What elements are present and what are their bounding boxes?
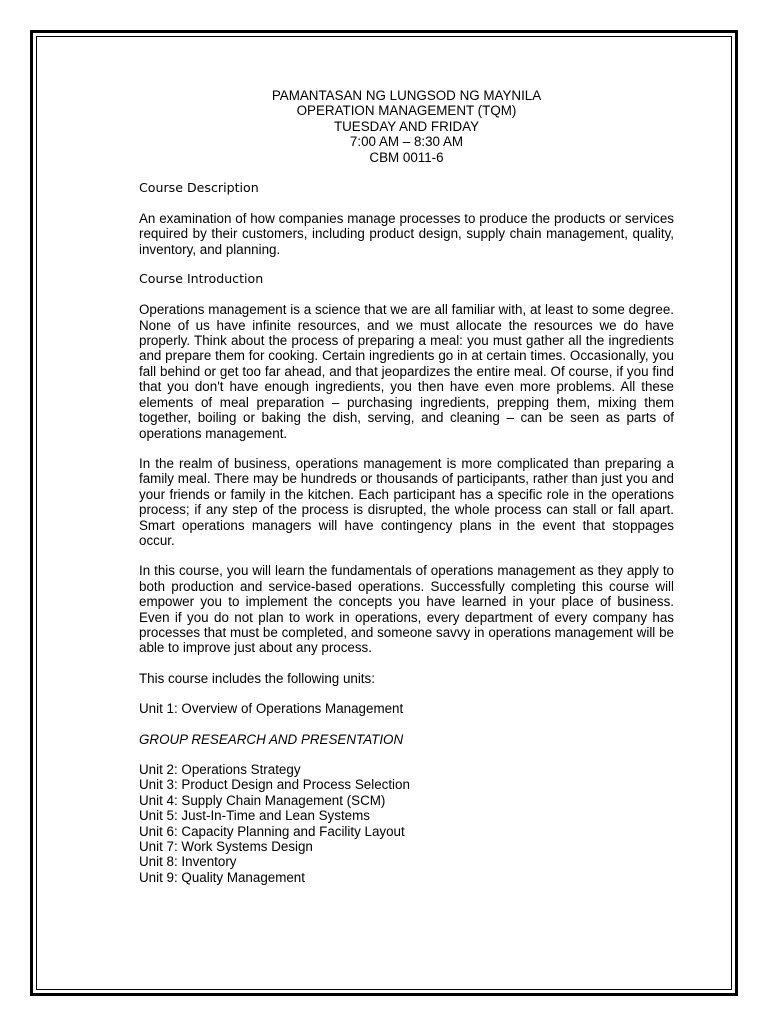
list-item: Unit 6: Capacity Planning and Facility Layout bbox=[139, 823, 405, 839]
schedule-time: 7:00 AM – 8:30 AM bbox=[349, 134, 464, 150]
course-code: CBM 0011-6 bbox=[369, 149, 444, 165]
course-description-heading: Course Description bbox=[139, 180, 259, 196]
list-item: Unit 3: Product Design and Process Selection bbox=[139, 777, 410, 793]
list-item: Unit 8: Inventory bbox=[139, 854, 237, 870]
list-item: Unit 4: Supply Chain Management (SCM) bbox=[139, 792, 386, 808]
intro-paragraph-2: In the realm of business, operations management is more complicated than preparing a family meal. There may be hundreds or thousands of participants, rather than just you and your friends or family in the kitchen. Each participant has a specific role in the operations process; if any step of the process is disrupted, the whole process can stall or fall apart. Smart operations managers will have contingency plans in the event that stoppages occur. bbox=[139, 455, 674, 548]
university-name: PAMANTASAN NG LUNGSOD NG MAYNILA bbox=[271, 88, 542, 103]
list-item: Unit 2: Operations Strategy bbox=[139, 762, 301, 777]
group-research-label: GROUP RESEARCH AND PRESENTATION bbox=[139, 731, 404, 747]
course-title: OPERATION MANAGEMENT (TQM) bbox=[296, 103, 517, 119]
document-content bbox=[139, 88, 674, 885]
document-header bbox=[139, 88, 674, 165]
unit-1: Unit 1: Overview of Operations Management bbox=[139, 701, 404, 717]
units-intro: This course includes the following units: bbox=[139, 670, 375, 686]
list-item: Unit 7: Work Systems Design bbox=[139, 839, 313, 855]
course-introduction-heading: Course Introduction bbox=[139, 271, 264, 287]
schedule-days: TUESDAY AND FRIDAY bbox=[333, 118, 480, 134]
list-item: Unit 5: Just-In-Time and Lean Systems bbox=[139, 808, 370, 824]
course-description-text: An examination of how companies manage processes to produce the products or services required by their customers, including product design, supply chain management, quality, inventory, and planning. bbox=[139, 211, 674, 257]
list-item: Unit 9: Quality Management bbox=[139, 869, 305, 885]
unit-list bbox=[139, 762, 674, 885]
intro-paragraph-1: Operations management is a science that we are all familiar with, at least to some degree. None of us have infinite resources, and we must allocate the resources we do have properly. Think about the process of preparing a meal: you must gather all the ingredients and prepare them for cooking. Certain ingredients go in at certain times. Occasionally, you fall behind or get too far ahead, and that jeopardizes the entire meal. Of course, if you find that you don't have enough ingredients, you then have even more problems. All these elements of meal preparation – purchasing ingredients, prepping them, mixing them together, boiling or baking the dish, serving, and cleaning – can be seen as parts of operations management. bbox=[139, 302, 674, 441]
intro-paragraph-3: In this course, you will learn the fundamentals of operations management as they apply to both production and service-based operations. Successfully completing this course will empower you to implement the concepts you have learned in your place of business. Even if you do not plan to work in operations, every department of every company has processes that must be completed, and someone savvy in operations management will be able to improve just about any process. bbox=[139, 563, 674, 656]
